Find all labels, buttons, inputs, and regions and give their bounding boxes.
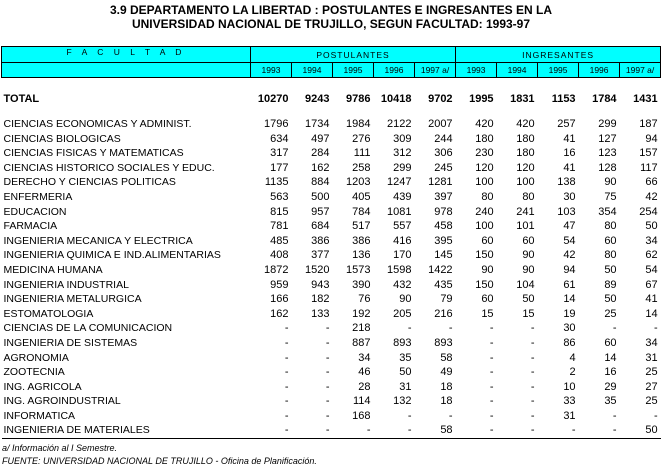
table-cell: -	[325, 366, 330, 379]
table-cell: 34	[645, 336, 658, 349]
table-cell: -	[530, 322, 535, 335]
total-cell: 1431	[633, 93, 658, 105]
table-cell: 150	[475, 249, 494, 262]
table-cell: 784	[352, 205, 371, 218]
table-title-line-2: UNIVERSIDAD NACIONAL DE TRUJILLO, SEGUN FACULTAD: 1993-97	[131, 17, 531, 31]
year-header: 1994	[292, 63, 333, 78]
table-cell: 893	[393, 336, 412, 349]
table-cell: 257	[557, 118, 576, 130]
table-cell: -	[612, 322, 617, 335]
facultad-header-blank	[2, 63, 251, 78]
table-cell: 180	[516, 132, 535, 145]
faculty-name: INGENIERIA METALURGICA	[3, 293, 142, 306]
table-cell: 14	[563, 293, 576, 306]
table-cell: 557	[393, 220, 412, 233]
table-cell: 390	[352, 278, 371, 291]
table-cell: 1135	[264, 176, 289, 189]
table-cell: -	[284, 366, 289, 379]
table-cell: -	[489, 409, 494, 422]
table-cell: 162	[270, 307, 289, 320]
table-cell: 76	[358, 293, 371, 306]
table-cell: 132	[393, 395, 412, 408]
table-cell: -	[284, 336, 289, 349]
table-cell: 978	[434, 205, 453, 218]
table-cell: 42	[645, 190, 658, 203]
faculty-name: INFORMATICA	[3, 409, 76, 422]
table-cell: 18	[440, 395, 453, 408]
table-cell: 192	[352, 307, 371, 320]
table-cell: 80	[481, 190, 494, 203]
table-cell: -	[374, 423, 415, 438]
table-cell: 50	[604, 263, 617, 276]
table-cell: 34	[358, 351, 371, 364]
table-cell: 67	[645, 278, 658, 291]
table-cell: 25	[645, 366, 658, 379]
table-cell: 18	[440, 380, 453, 393]
year-header: 1997 a/	[620, 63, 661, 78]
table-cell: 216	[434, 307, 453, 320]
total-cell: 1995	[469, 93, 494, 105]
table-cell: 42	[563, 249, 576, 262]
year-header: 1996	[579, 63, 620, 78]
table-cell: 25	[645, 395, 658, 408]
table-cell: 101	[516, 220, 535, 233]
table-cell: 485	[270, 234, 289, 247]
table-row	[2, 263, 661, 278]
table-cell: 386	[352, 234, 371, 247]
table-cell: 943	[311, 278, 330, 291]
table-row	[2, 161, 661, 176]
table-cell: 34	[645, 234, 658, 247]
total-cell: 1784	[592, 93, 617, 105]
table-cell: 162	[311, 161, 330, 174]
total-cell: 9702	[428, 93, 453, 105]
year-header: 1996	[374, 63, 415, 78]
table-cell: 177	[270, 161, 289, 174]
table-cell: -	[251, 423, 292, 438]
table-cell: 240	[475, 205, 494, 218]
table-cell: 29	[604, 380, 617, 393]
table-cell: 1247	[387, 176, 412, 189]
table-cell: 35	[604, 395, 617, 408]
table-cell: 815	[270, 205, 289, 218]
table-cell: 299	[393, 161, 412, 174]
table-cell: 28	[358, 380, 371, 393]
table-cell: 15	[522, 307, 535, 320]
table-cell: -	[284, 351, 289, 364]
faculty-name: CIENCIAS HISTORICO SOCIALES Y EDUC.	[3, 161, 215, 174]
table-cell: 138	[557, 176, 576, 189]
table-cell: 386	[311, 234, 330, 247]
year-header: 1997 a/	[415, 63, 456, 78]
table-cell: 80	[604, 220, 617, 233]
table-cell: 306	[434, 147, 453, 160]
table-cell: 258	[352, 161, 371, 174]
table-cell: 517	[352, 220, 371, 233]
table-cell: 170	[393, 249, 412, 262]
table-cell: 128	[598, 161, 617, 174]
table-cell: -	[333, 423, 374, 438]
table-cell: 31	[645, 351, 658, 364]
table-cell: 157	[639, 147, 658, 160]
table-cell: 432	[393, 278, 412, 291]
table-cell: 397	[434, 190, 453, 203]
table-cell: 439	[393, 190, 412, 203]
table-cell: 79	[440, 293, 453, 306]
table-cell: -	[489, 322, 494, 335]
table-cell: 100	[475, 220, 494, 233]
table-cell: 299	[598, 118, 617, 130]
total-label: TOTAL	[3, 93, 40, 105]
table-cell: 405	[352, 190, 371, 203]
table-cell: 16	[604, 366, 617, 379]
table-cell: 245	[434, 161, 453, 174]
table-cell: -	[579, 423, 620, 438]
table-cell: 959	[270, 278, 289, 291]
table-cell: -	[489, 351, 494, 364]
table-cell: 103	[557, 205, 576, 218]
faculty-name: DERECHO Y CIENCIAS POLITICAS	[3, 176, 176, 189]
table-cell: 27	[645, 380, 658, 393]
faculty-name: MEDICINA HUMANA	[3, 263, 103, 276]
table-cell: -	[284, 380, 289, 393]
table-row	[2, 117, 661, 132]
table-cell: 563	[270, 190, 289, 203]
table-cell: 136	[352, 249, 371, 262]
table-cell: 15	[481, 307, 494, 320]
table-cell: 180	[516, 147, 535, 160]
table-cell: 19	[563, 307, 576, 320]
table-cell: 2122	[387, 118, 412, 130]
year-header: 1993	[251, 63, 292, 78]
faculty-name: ZOOTECNIA	[3, 366, 65, 379]
table-cell: 30	[563, 190, 576, 203]
table-cell: -	[489, 336, 494, 349]
total-cell: 1153	[551, 93, 576, 105]
table-cell: -	[448, 409, 453, 422]
table-cell: 458	[434, 220, 453, 233]
table-cell: 100	[516, 176, 535, 189]
table-cell: 127	[598, 132, 617, 145]
table-cell: 1598	[387, 263, 412, 276]
table-cell: -	[530, 366, 535, 379]
table-cell: -	[325, 409, 330, 422]
table-cell: 41	[563, 132, 576, 145]
table-cell: 408	[270, 249, 289, 262]
table-row	[2, 234, 661, 249]
faculty-name: INGENIERIA DE MATERIALES	[2, 423, 251, 438]
footnote: a/ Información al I Semestre.	[2, 443, 118, 453]
table-row	[2, 423, 661, 438]
faculty-name: CIENCIAS ECONOMICAS Y ADMINIST.	[3, 118, 192, 130]
table-cell: 2	[569, 366, 576, 379]
table-cell: -	[538, 423, 579, 438]
table-cell: 1872	[264, 263, 289, 276]
table-cell: 46	[358, 366, 371, 379]
table-cell: 104	[516, 278, 535, 291]
table-cell: 187	[639, 118, 658, 130]
table-row	[2, 175, 661, 190]
table-cell: 120	[516, 161, 535, 174]
table-cell: 60	[604, 234, 617, 247]
faculty-name: CIENCIAS BIOLOGICAS	[3, 132, 121, 145]
table-cell: 31	[563, 409, 576, 422]
faculty-name: ING. AGROINDUSTRIAL	[3, 395, 121, 408]
table-cell: 893	[434, 336, 453, 349]
year-header: 1995	[538, 63, 579, 78]
table-cell: -	[407, 409, 412, 422]
table-cell: 58	[415, 423, 456, 438]
table-cell: 50	[604, 293, 617, 306]
table-cell: 120	[475, 161, 494, 174]
table-cell: -	[407, 322, 412, 335]
table-cell: 60	[481, 293, 494, 306]
table-cell: 1422	[428, 263, 453, 276]
ingresantes-header: INGRESANTES	[456, 47, 661, 63]
table-cell: 35	[399, 351, 412, 364]
table-cell: 395	[434, 234, 453, 247]
table-cell: 205	[393, 307, 412, 320]
table-cell: 54	[563, 234, 576, 247]
table-cell: 30	[563, 322, 576, 335]
table-cell: -	[530, 351, 535, 364]
table-cell: 1573	[346, 263, 371, 276]
table-cell: 1081	[387, 205, 412, 218]
faculty-name: AGRONOMIA	[3, 351, 69, 364]
year-header: 1995	[333, 63, 374, 78]
table-cell: -	[530, 395, 535, 408]
table-cell: -	[325, 351, 330, 364]
table-cell: 312	[393, 147, 412, 160]
table-cell: 90	[522, 249, 535, 262]
table-cell: 781	[270, 220, 289, 233]
table-cell: -	[489, 366, 494, 379]
table-cell: -	[292, 423, 333, 438]
total-cell: 10418	[380, 93, 412, 105]
table-cell: 100	[475, 176, 494, 189]
table-cell: 62	[645, 249, 658, 262]
table-cell: -	[284, 322, 289, 335]
table-cell: 1520	[305, 263, 330, 276]
table-cell: 254	[639, 205, 658, 218]
table-cell: 145	[434, 249, 453, 262]
total-cell: 9243	[305, 93, 330, 105]
table-cell: 54	[645, 263, 658, 276]
table-cell: 317	[270, 147, 289, 160]
table-cell: 1984	[346, 118, 371, 130]
table-cell: 684	[311, 220, 330, 233]
table-cell: -	[448, 322, 453, 335]
table-row	[2, 190, 661, 205]
table-row	[2, 132, 661, 147]
table-cell: -	[653, 322, 658, 335]
table-cell: -	[325, 336, 330, 349]
table-cell: 123	[598, 147, 617, 160]
table-cell: 90	[522, 263, 535, 276]
table-cell: 284	[311, 147, 330, 160]
table-cell: -	[489, 380, 494, 393]
faculty-name: INGENIERIA MECANICA Y ELECTRICA	[3, 234, 193, 247]
table-cell: 80	[604, 249, 617, 262]
table-cell: 60	[604, 336, 617, 349]
table-row	[2, 394, 661, 409]
total-cell: 10270	[257, 93, 289, 105]
table-cell: 58	[440, 351, 453, 364]
table-cell: 497	[311, 132, 330, 145]
table-cell: 66	[645, 176, 658, 189]
table-cell: -	[530, 380, 535, 393]
table-cell: 80	[522, 190, 535, 203]
postulantes-header: POSTULANTES	[251, 47, 456, 63]
faculty-name: CIENCIAS DE LA COMUNICACION	[3, 322, 173, 335]
table-row	[2, 409, 661, 424]
table-cell: 10	[563, 380, 576, 393]
table-cell: -	[325, 380, 330, 393]
table-cell: 1796	[264, 118, 289, 130]
total-row	[2, 88, 661, 110]
table-row	[2, 321, 661, 336]
data-table	[1, 46, 661, 439]
faculty-name: ENFERMERIA	[3, 190, 73, 203]
table-cell: 887	[352, 336, 371, 349]
facultad-header: F A C U L T A D	[2, 47, 251, 63]
table-cell: 89	[604, 278, 617, 291]
table-title-line-1: 3.9 DEPARTAMENTO LA LIBERTAD : POSTULANTES E INGRESANTES EN LA	[109, 3, 553, 17]
table-cell: -	[497, 423, 538, 438]
total-cell: 9786	[346, 93, 371, 105]
faculty-name: INGENIERIA QUIMICA E IND.ALIMENTARIAS	[3, 249, 221, 262]
table-cell: 377	[311, 249, 330, 262]
total-cell: 1831	[510, 93, 535, 105]
table-cell: -	[325, 395, 330, 408]
table-cell: 47	[563, 220, 576, 233]
table-row	[2, 146, 661, 161]
source-note: FUENTE: UNIVERSIDAD NACIONAL DE TRUJILLO - Oficina de Planificación.	[2, 456, 317, 466]
table-cell: 150	[475, 278, 494, 291]
table-cell: 309	[393, 132, 412, 145]
table-cell: 244	[434, 132, 453, 145]
table-cell: 60	[522, 234, 535, 247]
table-cell: 86	[563, 336, 576, 349]
table-cell: 33	[563, 395, 576, 408]
table-cell: 61	[563, 278, 576, 291]
table-cell: -	[325, 322, 330, 335]
table-row	[2, 336, 661, 351]
table-cell: 354	[598, 205, 617, 218]
table-row	[2, 248, 661, 263]
table-cell: 166	[270, 293, 289, 306]
table-cell: 2007	[428, 118, 453, 130]
table-cell: 111	[353, 147, 371, 160]
year-header: 1994	[497, 63, 538, 78]
table-cell: -	[530, 336, 535, 349]
table-cell: 50	[620, 423, 661, 438]
table-cell: 14	[604, 351, 617, 364]
table-cell: 117	[640, 161, 658, 174]
table-row	[2, 365, 661, 380]
table-cell: 60	[481, 234, 494, 247]
table-cell: 31	[399, 380, 412, 393]
table-cell: 957	[311, 205, 330, 218]
table-cell: 50	[645, 220, 658, 233]
faculty-name: ESTOMATOLOGIA	[3, 307, 94, 320]
table-cell: 49	[440, 366, 453, 379]
table-cell: 1734	[305, 118, 330, 130]
table-cell: 168	[352, 409, 371, 422]
table-cell: 94	[563, 263, 576, 276]
table-cell: 180	[475, 132, 494, 145]
table-row	[2, 380, 661, 395]
table-cell: 435	[434, 278, 453, 291]
table-cell: -	[456, 423, 497, 438]
table-cell: 90	[481, 263, 494, 276]
table-cell: 25	[604, 307, 617, 320]
faculty-name: EDUCACION	[3, 205, 67, 218]
table-cell: 1281	[428, 176, 453, 189]
table-cell: -	[284, 395, 289, 408]
table-cell: 230	[475, 147, 494, 160]
table-cell: -	[489, 395, 494, 408]
table-cell: 420	[475, 118, 494, 130]
table-cell: -	[284, 409, 289, 422]
faculty-name: INGENIERIA INDUSTRIAL	[3, 278, 129, 291]
table-cell: 884	[311, 176, 330, 189]
faculty-name: ING. AGRICOLA	[3, 380, 82, 393]
table-row	[2, 351, 661, 366]
table-row	[2, 205, 661, 220]
table-cell: 133	[311, 307, 330, 320]
table-cell: 500	[311, 190, 330, 203]
table-cell: 50	[522, 293, 535, 306]
table-cell: 276	[352, 132, 371, 145]
year-header: 1993	[456, 63, 497, 78]
table-cell: 241	[516, 205, 535, 218]
table-cell: 90	[604, 176, 617, 189]
table-row	[2, 278, 661, 293]
table-cell: -	[612, 409, 617, 422]
faculty-name: CIENCIAS FISICAS Y MATEMATICAS	[3, 147, 184, 160]
table-row	[2, 292, 661, 307]
table-cell: 634	[270, 132, 289, 145]
table-row	[2, 219, 661, 234]
table-cell: 4	[569, 351, 576, 364]
table-cell: 75	[604, 190, 617, 203]
table-row	[2, 307, 661, 322]
faculty-name: INGENIERIA DE SISTEMAS	[3, 336, 138, 349]
table-cell: 1203	[346, 176, 371, 189]
table-cell: 41	[645, 293, 658, 306]
table-cell: 50	[399, 366, 412, 379]
table-cell: 14	[645, 307, 658, 320]
table-cell: 90	[399, 293, 412, 306]
table-cell: 218	[352, 322, 371, 335]
faculty-name: FARMACIA	[3, 220, 58, 233]
table-cell: -	[653, 409, 658, 422]
table-cell: 114	[352, 395, 371, 408]
table-cell: 416	[393, 234, 412, 247]
table-cell: 420	[516, 118, 535, 130]
table-cell: 16	[563, 147, 576, 160]
table-cell: -	[530, 409, 535, 422]
table-cell: 182	[311, 293, 330, 306]
table-cell: 41	[563, 161, 576, 174]
table-cell: 94	[645, 132, 658, 145]
